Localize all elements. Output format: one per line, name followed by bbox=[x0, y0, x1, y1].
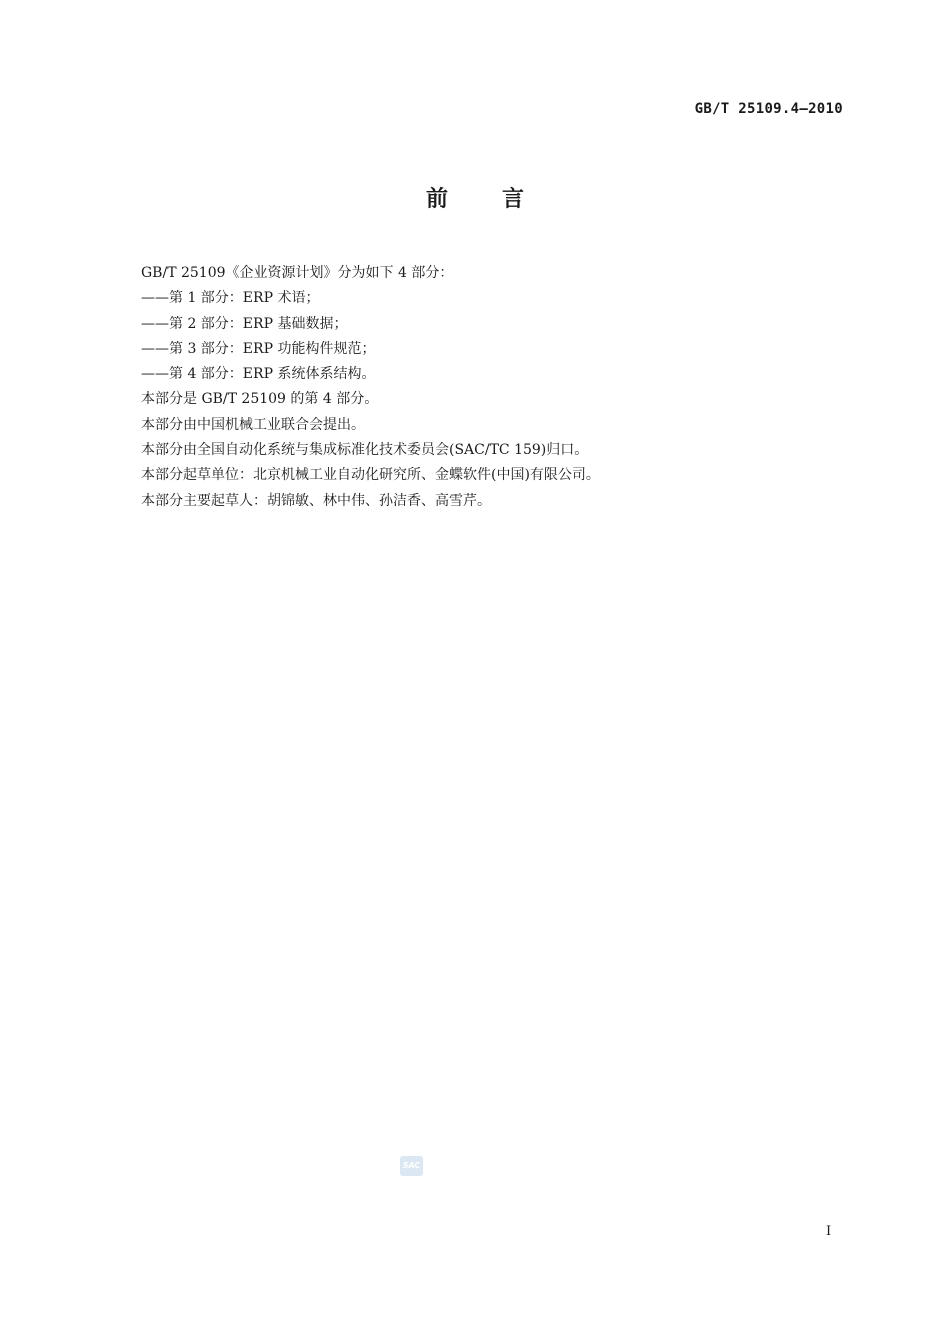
part-statement: 本部分是 GB/T 25109 的第 4 部分。 bbox=[141, 391, 379, 408]
drafters-statement: 本部分主要起草人：胡锦敏、林中伟、孙洁香、高雪芹。 bbox=[141, 492, 491, 509]
drafting-units-statement: 本部分起草单位：北京机械工业自动化研究所、金蝶软件(中国)有限公司。 bbox=[141, 467, 600, 484]
standard-code: GB/T 25109.4—2010 bbox=[694, 101, 843, 117]
list-item-part-1: ——第 1 部分：ERP 术语； bbox=[141, 290, 320, 307]
page-title: 前言 bbox=[425, 187, 578, 212]
intro-paragraph: GB/T 25109《企业资源计划》分为如下 4 部分： bbox=[141, 265, 454, 281]
list-item-part-2: ——第 2 部分：ERP 基础数据； bbox=[141, 315, 348, 332]
list-item-part-4: ——第 4 部分：ERP 系统体系结构。 bbox=[141, 366, 376, 383]
committee-statement: 本部分由全国自动化系统与集成标准化技术委员会(SAC/TC 159)归口。 bbox=[141, 442, 589, 459]
proposer-statement: 本部分由中国机械工业联合会提出。 bbox=[141, 416, 365, 433]
page-number: I bbox=[826, 1224, 832, 1239]
foreword-body bbox=[141, 261, 841, 514]
sac-watermark-logo: SAC bbox=[400, 1156, 423, 1176]
list-item-part-3: ——第 3 部分：ERP 功能构件规范； bbox=[141, 340, 376, 357]
